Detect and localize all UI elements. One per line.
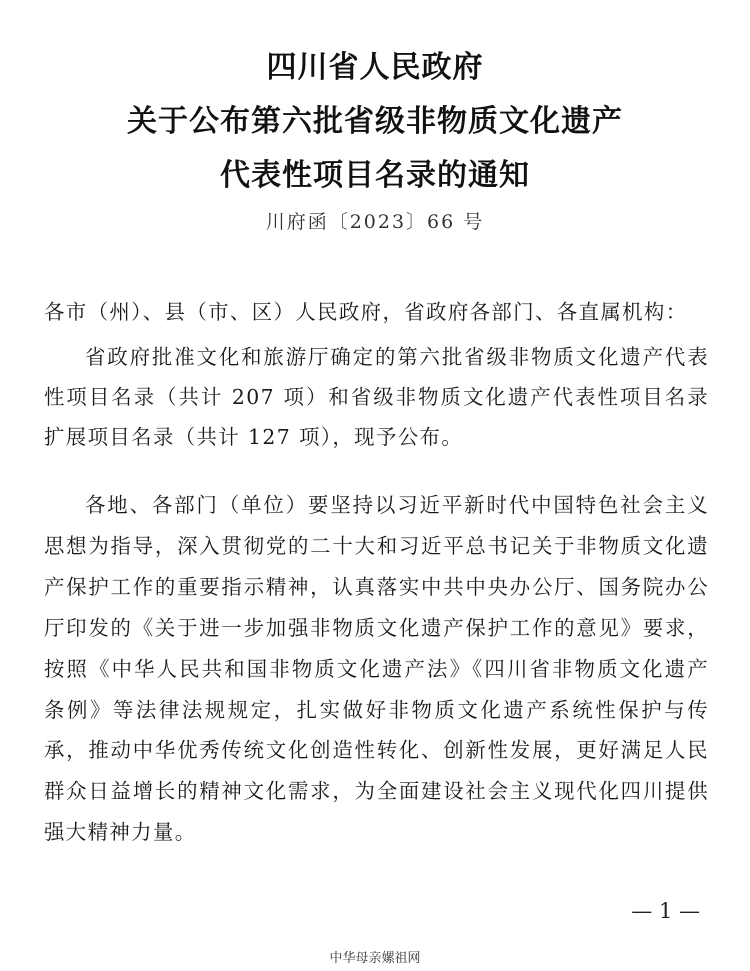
paragraph-1: 省政府批准文化和旅游厅确定的第六批省级非物质文化遗产代表性项目名录（共计 207 项）和省级非物质文化遗产代表性项目名录扩展项目名录（共计 127 项），现予公布。 — [44, 345, 709, 449]
paragraph-2: 各地、各部门（单位）要坚持以习近平新时代中国特色社会主义思想为指导，深入贯彻党的二十大和习近平总书记关于非物质文化遗产保护工作的重要指示精神，认真落实中共中央办公厅、国务院办公厅印发的《关于进一步加强非物质文化遗产保护工作的意见》要求，按照《中华人民共和国非物质文化遗产法》《四川省非物质文化遗产条例》等法律法规规定，扎实做好非物质文化遗产系统性保护与传承，推动中华优秀传统文化创造性转化、创新性发展，更好满足人民群众日益增长的精神文化需求，为全面建设社会主义现代化四川提供强大精神力量。 — [44, 493, 709, 845]
document-title-line-3: 代表性项目名录的通知 — [220, 158, 530, 193]
page-number: — 1 — — [631, 899, 700, 923]
salutation: 各市（州）、县（市、区）人民政府，省政府各部门、各直属机构： — [44, 300, 688, 324]
document-title-line-2: 关于公布第六批省级非物质文化遗产 — [127, 104, 623, 139]
document-number: 川府函〔2023〕66 号 — [265, 211, 485, 233]
document-title-line-1: 四川省人民政府 — [266, 50, 484, 85]
site-watermark: 中华母亲嫘祖网 — [329, 951, 421, 966]
